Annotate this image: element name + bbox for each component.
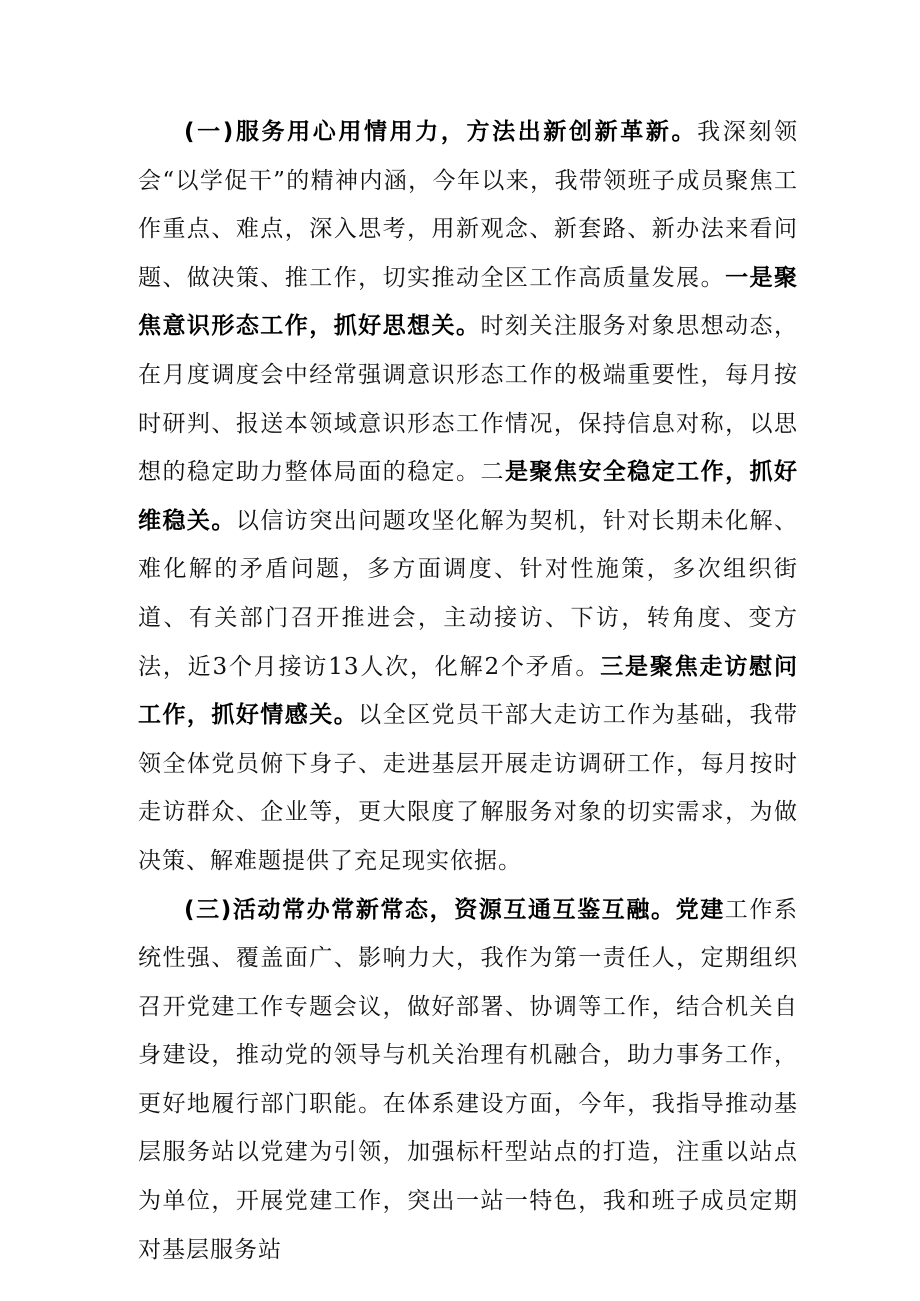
text-visits: 以全区党员干部大走访工作为基础，我带领全体党员俯下身子、走进基层开展走访调研工作，每月按时走访群众、企业等，更大限度了解服务对象的切实需求，为做决策、解难题提供了充足现实依据。 bbox=[138, 702, 799, 874]
text-service-intro: 我深刻领会“以学促干”的精神内涵，今年以来，我带领班子成员聚焦工作重点、难点，深入思考，用新观念、新套路、新办法来看问题、做决策、推工作，切实推动全区工作高质量发展。 bbox=[138, 119, 798, 291]
text-activities: 工作系统性强、覆盖面广、影响力大，我作为第一责任人，定期组织召开党建工作专题会议，做好部署、协调等工作，结合机关自身建设，推动党的领导与机关治理有机融合，助力事务工作，更好地履行部门职能。在体系建设方面，今年，我指导推动基层服务站以党建为引领，加强标杆型站点的打造，注重以站点为单位，开展党建工作，突出一站一特色，我和班子成员定期对基层服务站 bbox=[138, 896, 798, 1263]
paragraph-service bbox=[138, 108, 798, 886]
text-stability: 以信访突出问题攻坚化解为契机，针对长期未化解、难化解的矛盾问题，多方面调度、针对性施策，多次组织街道、有关部门召开推进会，主动接访、下访，转角度、变方法，近3个月接访13人次，化解2个矛盾。 bbox=[138, 507, 799, 680]
heading-ideology: 一是聚焦意识形态工作，抓好思想关。 bbox=[138, 264, 799, 340]
document-body bbox=[138, 108, 798, 1274]
heading-visits: 三是聚焦走访慰问工作，抓好情感关。 bbox=[138, 653, 798, 729]
heading-activities: (三)活动常办常新常态，资源互通互鉴互融。党建 bbox=[184, 896, 725, 923]
heading-stability: 是聚焦安全稳定工作，抓好维稳关。 bbox=[138, 459, 799, 534]
paragraph-activities bbox=[138, 886, 798, 1275]
heading-service: (一)服务用心用情用力，方法出新创新革新。 bbox=[184, 119, 698, 145]
text-ideology: 时刻关注服务对象思想动态，在月度调度会中经常强调意识形态工作的极端重要性，每月按时研判、报送本领域意识形态工作情况，保持信息对称，以思想的稳定助力整体局面的稳定。二 bbox=[138, 313, 799, 486]
